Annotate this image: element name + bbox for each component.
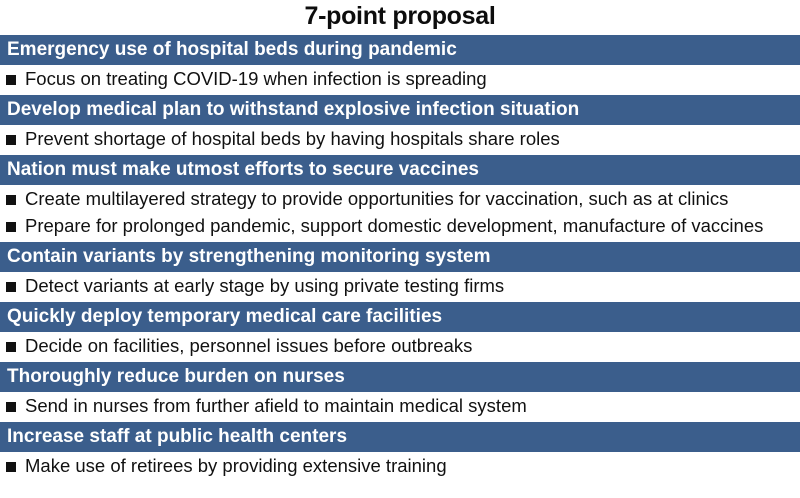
square-bullet-icon	[6, 75, 16, 85]
square-bullet-icon	[6, 195, 16, 205]
section-header-6: Thoroughly reduce burden on nurses	[0, 362, 800, 392]
section-header-2: Develop medical plan to withstand explosive infection situation	[0, 95, 800, 125]
list-item-text: Decide on facilities, personnel issues before outbreaks	[25, 335, 473, 356]
page-title: 7-point proposal	[304, 2, 496, 30]
list-item	[0, 65, 800, 93]
section-items-2	[0, 125, 800, 153]
list-item-text: Focus on treating COVID-19 when infection is spreading	[25, 68, 487, 89]
square-bullet-icon	[6, 282, 16, 292]
section-header-5: Quickly deploy temporary medical care facilities	[0, 302, 800, 332]
list-item-text: Send in nurses from further afield to maintain medical system	[25, 395, 527, 416]
list-item-text: Make use of retirees by providing extensive training	[25, 455, 447, 476]
section-items-6	[0, 392, 800, 420]
section-items-5	[0, 332, 800, 360]
square-bullet-icon	[6, 462, 16, 472]
square-bullet-icon	[6, 135, 16, 145]
list-item	[0, 185, 800, 213]
list-item-text: Prevent shortage of hospital beds by having hospitals share roles	[25, 128, 560, 149]
section-header-7: Increase staff at public health centers	[0, 422, 800, 452]
list-item-text: Create multilayered strategy to provide opportunities for vaccination, such as at clinics	[25, 188, 729, 209]
list-item	[0, 332, 800, 360]
section-items-7	[0, 452, 800, 480]
section-items-3	[0, 185, 800, 240]
list-item	[0, 125, 800, 153]
list-item-text: Prepare for prolonged pandemic, support domestic development, manufacture of vaccines	[25, 215, 764, 236]
square-bullet-icon	[6, 222, 16, 232]
list-item	[0, 392, 800, 420]
square-bullet-icon	[6, 402, 16, 412]
section-items-4	[0, 272, 800, 300]
list-item-text: Detect variants at early stage by using private testing firms	[25, 275, 505, 296]
section-header-3: Nation must make utmost efforts to secure vaccines	[0, 155, 800, 185]
list-item	[0, 213, 800, 240]
list-item	[0, 272, 800, 300]
section-header-1: Emergency use of hospital beds during pandemic	[0, 35, 800, 65]
section-items-1	[0, 65, 800, 93]
list-item	[0, 452, 800, 480]
square-bullet-icon	[6, 342, 16, 352]
section-header-4: Contain variants by strengthening monitoring system	[0, 242, 800, 272]
